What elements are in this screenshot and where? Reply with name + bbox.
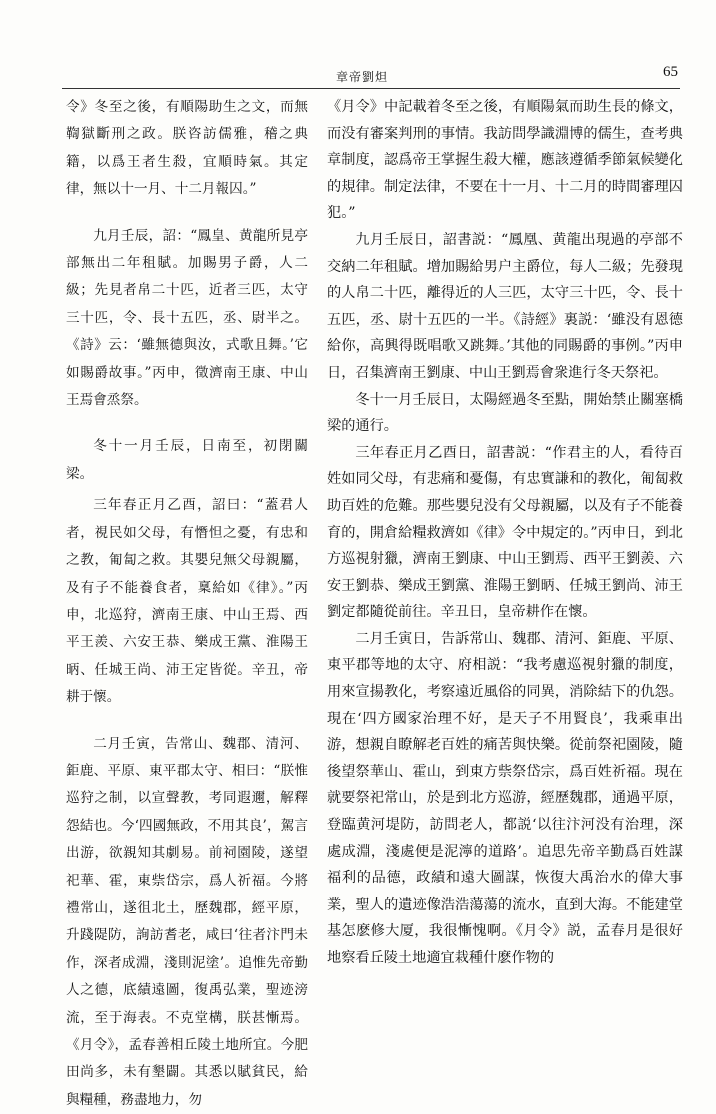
classical-paragraph: 冬十一月壬辰，日南至，初閉關梁。 (66, 438, 308, 482)
translation-paragraph: 冬十一月壬辰日，太陽經過冬至點，開始禁止關塞橋梁的通行。 (327, 391, 683, 435)
page-header (24, 64, 700, 86)
page-number: 65 (663, 64, 678, 80)
classical-paragraph: 二月壬寅，告常山、魏郡、清河、鉅鹿、平原、東平郡太守、相曰：“朕惟巡狩之制，以宣聲教，考同遐邇，解釋怨結也。今‘四國無政，不用其良’，駕言出游，欲親知其劇易。前祠園陵，遂望祀華、霍，東祡岱宗，爲人祈福。今將禮常山，遂徂北土，歷魏郡，經平原，升踐隄防，詢訪耆老，咸曰‘往者汴門未作，深者成淵，淺則泥塗’。追惟先帝勤人之德，底績遠圖，復禹弘業，聖迹滂流，至于海表。不克堂構，朕甚慚焉。《月令》，孟春善相丘陵土地所宜。今肥田尚多，未有墾闢。其悉以賦貧民，給與糧種，務盡地力，勿 (66, 735, 308, 1108)
translation-paragraph: 九月壬辰日，詔書説：“鳳凰、黄龍出現過的亭部不交納二年租賦。增加賜給男户主爵位，每人二級；先發現的人帛二十匹，離得近的人三匹，太守三十匹，令、長十五匹，丞、尉十五匹的一半。《詩經》裏説：‘雖没有恩德給你，高興得既唱歌又跳舞。’其他的同賜爵的事例。”丙申日，召集濟南王劉康、中山王劉焉會衆進行冬天祭祀。 (327, 231, 683, 381)
classical-paragraph: 三年春正月乙酉，詔曰：“蓋君人者，視民如父母，有憯怛之憂，有忠和之教，匍匐之救。其嬰兒無父母親屬，及有子不能養食者，稟給如《律》。”丙申，北巡狩，濟南王康、中山王焉、西平王羨、六安王恭、樂成王黨、淮陽王昞、任城王尚、沛王定皆從。辛丑，帝耕于懷。 (66, 497, 308, 706)
translation-paragraph: 三年春正月乙酉日，詔書説：“作君主的人，看待百姓如同父母，有悲痛和憂傷，有忠實謙和的教化，匍匐救助百姓的危難。那些嬰兒没有父母親屬，以及有子不能養育的，開倉給糧救濟如《律》令中規定的。”丙申日，到北方巡視射獵，濟南王劉康、中山王劉焉、西平王劉羨、六安王劉恭、樂成王劉黨、淮陽王劉昞、任城王劉尚、沛王劉定都隨從前往。辛丑日，皇帝耕作在懷。 (327, 444, 683, 621)
classical-paragraph: 令》冬至之後，有順陽助生之文，而無鞫獄斷刑之政。朕咨訪儒雅，稽之典籍，以爲王者生殺，宜順時氣。其定律，無以十一月、十二月報囚。” (66, 99, 308, 198)
header-rule (62, 88, 680, 89)
classical-text-column (66, 94, 308, 1114)
running-title: 章帝劉炟 (335, 70, 388, 84)
translation-column (327, 94, 683, 972)
classical-paragraph: 九月壬辰，詔：“鳳皇、黄龍所見亭部無出二年租賦。加賜男子爵，人二級；先見者帛二十匹，近者三匹，太守三十匹，令、長十五匹，丞、尉半之。《詩》云：‘雖無德與汝，式歌且舞。’它如賜爵故事。”丙申，徵濟南王康、中山王焉會烝祭。 (66, 227, 308, 409)
translation-paragraph: 《月令》中記載着冬至之後，有順陽氣而助生長的條文，而没有審案判刑的事情。我訪問學識淵博的儒生，查考典章制度，認爲帝王掌握生殺大權，應該遵循季節氣候變化的規律。制定法律，不要在十一月、十二月的時間審理囚犯。” (327, 99, 683, 222)
translation-paragraph: 二月壬寅日，告訴常山、魏郡、清河、鉅鹿、平原、東平郡等地的太守、府相説：“我考慮巡視射獵的制度，用來宣揚教化，考察遠近風俗的同異，消除結下的仇怨。現在‘四方國家治理不好，是天子不用賢良’，我乘車出游，想親自瞭解老百姓的痛苦與快樂。從前祭祀園陵，隨後望祭華山、霍山，到東方祡祭岱宗，爲百姓祈福。現在就要祭祀常山，於是到北方巡游，經歷魏郡，通過平原，登臨黄河堤防，訪問老人，都説‘以往汴河没有治理，深處成淵，淺處便是泥濘的道路’。追思先帝辛勤爲百姓謀福利的品德，政績和遠大圖謀，恢復大禹治水的偉大事業，聖人的遺迹像浩浩蕩蕩的流水，直到大海。不能建堂基怎麽修大厦，我很慚愧啊。《月令》説，孟春月是很好地察看丘陵土地適宜栽種什麽作物的 (327, 630, 683, 966)
